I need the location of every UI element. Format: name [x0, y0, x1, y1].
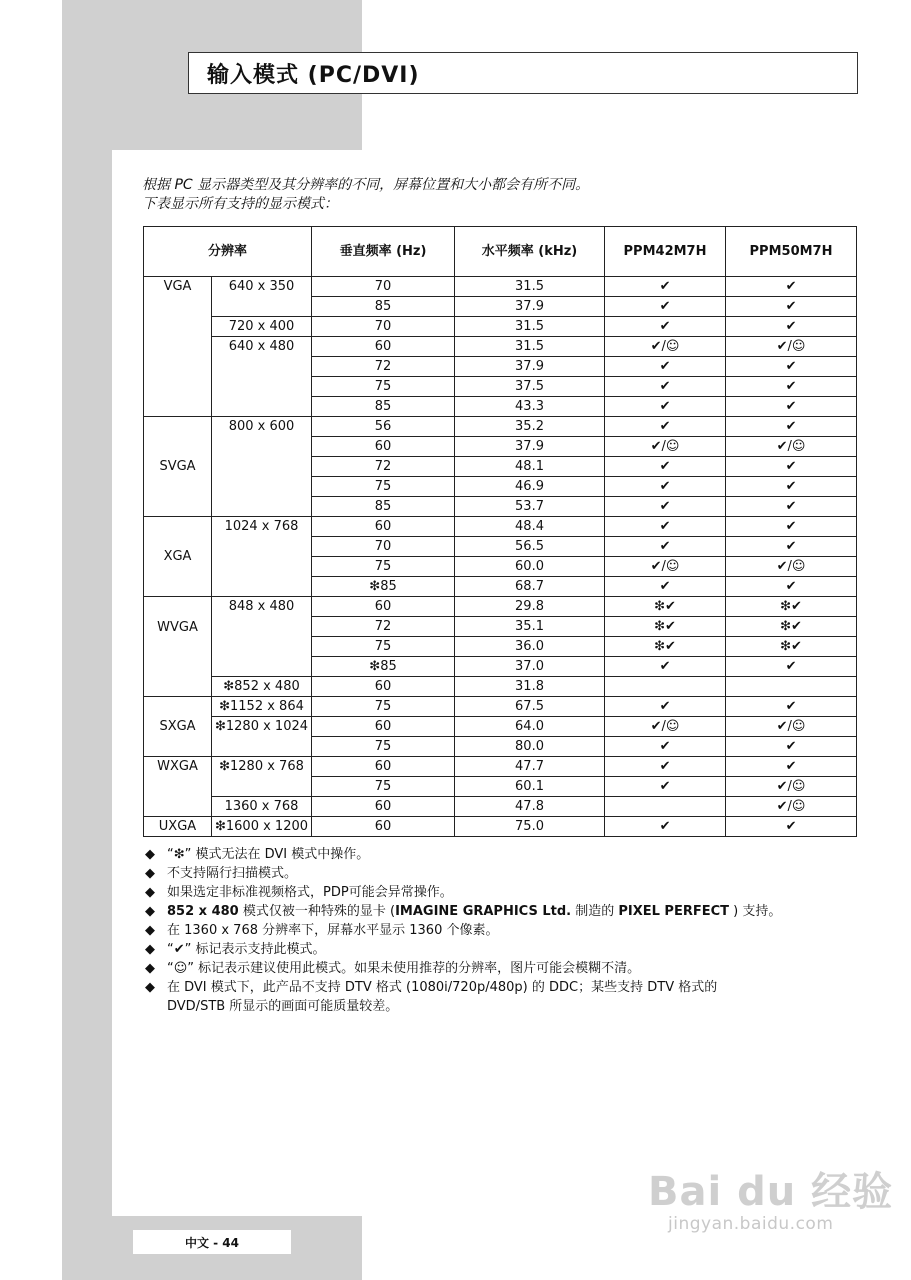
diamond-bullet-icon: ◆ — [145, 923, 155, 938]
table-row — [144, 697, 857, 717]
col-header-model1: PPM42M7H — [605, 227, 726, 277]
vertical-cell: 72 — [312, 357, 455, 377]
note-bold-resolution: 852 x 480 — [167, 904, 239, 919]
vertical-cell: 75 — [312, 377, 455, 397]
note-text: 如果选定非标准视频格式，PDP可能会异常操作。 — [167, 885, 453, 900]
note-text: 不支持隔行扫描模式。 — [167, 866, 298, 881]
vertical-cell: 56 — [312, 417, 455, 437]
col-header-horizontal: 水平频率 (kHz) — [455, 227, 605, 277]
model1-cell: ✔ — [605, 277, 726, 297]
model1-cell: ✔/☺ — [605, 437, 726, 457]
vertical-cell: 60 — [312, 717, 455, 737]
horizontal-cell: 31.5 — [455, 317, 605, 337]
horizontal-cell: 37.0 — [455, 657, 605, 677]
horizontal-cell: 46.9 — [455, 477, 605, 497]
table-row — [144, 337, 857, 357]
model1-cell: ❇✔ — [605, 597, 726, 617]
mode-cell: SXGA — [144, 697, 212, 757]
diamond-bullet-icon: ◆ — [145, 961, 155, 976]
note-segment: ) 支持。 — [729, 904, 782, 919]
model2-cell: ✔ — [726, 817, 857, 837]
table-row — [144, 677, 857, 697]
vertical-cell: 60 — [312, 677, 455, 697]
table-row — [144, 757, 857, 777]
list-item — [145, 864, 781, 883]
model1-cell: ❇✔ — [605, 637, 726, 657]
model2-cell: ✔ — [726, 377, 857, 397]
model1-cell: ✔ — [605, 817, 726, 837]
horizontal-cell: 35.2 — [455, 417, 605, 437]
horizontal-cell: 37.5 — [455, 377, 605, 397]
table-row — [144, 717, 857, 737]
table-row — [144, 597, 857, 617]
horizontal-cell: 47.8 — [455, 797, 605, 817]
model1-cell: ✔ — [605, 397, 726, 417]
model2-cell: ✔ — [726, 297, 857, 317]
resolution-cell: 848 x 480 — [212, 597, 312, 677]
note-text: 在 1360 x 768 分辨率下，屏幕水平显示 1360 个像素。 — [167, 923, 499, 938]
horizontal-cell: 35.1 — [455, 617, 605, 637]
model1-cell: ✔ — [605, 737, 726, 757]
note-bold-vendor: IMAGINE GRAPHICS Ltd. — [395, 904, 572, 919]
model1-cell: ✔/☺ — [605, 337, 726, 357]
mode-cell: VGA — [144, 277, 212, 417]
model2-cell: ✔/☺ — [726, 557, 857, 577]
model2-cell: ✔ — [726, 357, 857, 377]
horizontal-cell: 60.1 — [455, 777, 605, 797]
col-header-resolution: 分辨率 — [144, 227, 312, 277]
note-bold-product: PIXEL PERFECT — [618, 904, 730, 919]
resolution-cell: 640 x 480 — [212, 337, 312, 417]
model2-cell: ❇✔ — [726, 617, 857, 637]
model1-cell: ✔ — [605, 777, 726, 797]
note-text — [167, 902, 781, 921]
horizontal-cell: 29.8 — [455, 597, 605, 617]
model2-cell: ✔/☺ — [726, 717, 857, 737]
intro-text — [142, 176, 589, 214]
baidu-watermark-logo: Bai du 经验 — [648, 1169, 894, 1215]
resolution-cell: 1024 x 768 — [212, 517, 312, 597]
list-item — [145, 940, 781, 959]
model2-cell: ✔/☺ — [726, 797, 857, 817]
horizontal-cell: 68.7 — [455, 577, 605, 597]
model2-cell: ✔/☺ — [726, 777, 857, 797]
model2-cell: ✔ — [726, 737, 857, 757]
vertical-cell: ❇85 — [312, 657, 455, 677]
note-text: “☺” 标记表示建议使用此模式。如果未使用推荐的分辨率，图片可能会模糊不清。 — [167, 961, 641, 976]
vertical-cell: 85 — [312, 497, 455, 517]
model2-cell: ✔ — [726, 697, 857, 717]
model2-cell: ✔ — [726, 517, 857, 537]
diamond-bullet-icon: ◆ — [145, 904, 155, 919]
model2-cell: ✔ — [726, 577, 857, 597]
page-title: 输入模式 (PC/DVI) — [188, 52, 858, 94]
display-modes-table — [143, 226, 857, 837]
list-item — [145, 959, 781, 978]
model2-cell: ✔ — [726, 397, 857, 417]
horizontal-cell: 37.9 — [455, 437, 605, 457]
mode-cell — [144, 597, 212, 697]
vertical-cell: 60 — [312, 797, 455, 817]
horizontal-cell: 60.0 — [455, 557, 605, 577]
model1-cell: ✔/☺ — [605, 717, 726, 737]
vertical-cell: 60 — [312, 757, 455, 777]
table-row — [144, 517, 857, 537]
horizontal-cell: 64.0 — [455, 717, 605, 737]
vertical-cell: 60 — [312, 517, 455, 537]
vertical-cell: 75 — [312, 697, 455, 717]
intro-line-2: 下表显示所有支持的显示模式： — [142, 196, 338, 212]
horizontal-cell: 48.4 — [455, 517, 605, 537]
diamond-bullet-icon: ◆ — [145, 885, 155, 900]
mode-label: WVGA — [157, 620, 198, 635]
intro-line-1: 根据 PC 显示器类型及其分辨率的不同，屏幕位置和大小都会有所不同。 — [142, 177, 590, 193]
vertical-cell: 75 — [312, 737, 455, 757]
vertical-cell: 60 — [312, 437, 455, 457]
note-segment: 模式仅被一种特殊的显卡 ( — [238, 904, 396, 919]
table-row — [144, 817, 857, 837]
page-number: 中文 - 44 — [133, 1230, 291, 1254]
list-item — [145, 921, 781, 940]
model2-cell: ✔ — [726, 417, 857, 437]
baidu-watermark-url: jingyan.baidu.com — [668, 1214, 834, 1234]
model1-cell: ✔ — [605, 357, 726, 377]
model2-cell: ✔ — [726, 477, 857, 497]
list-item — [145, 978, 781, 1016]
col-header-model2: PPM50M7H — [726, 227, 857, 277]
note-line: DVD/STB 所显示的画面可能质量较差。 — [167, 999, 399, 1014]
horizontal-cell: 53.7 — [455, 497, 605, 517]
vertical-cell: 60 — [312, 337, 455, 357]
model1-cell: ✔ — [605, 457, 726, 477]
page-gray-margin — [62, 0, 112, 1280]
model1-cell: ✔ — [605, 517, 726, 537]
horizontal-cell: 31.5 — [455, 337, 605, 357]
resolution-cell: ❇1280 x 1024 — [212, 717, 312, 757]
list-item — [145, 902, 781, 921]
model1-cell: ✔ — [605, 657, 726, 677]
vertical-cell: ❇85 — [312, 577, 455, 597]
horizontal-cell: 43.3 — [455, 397, 605, 417]
model1-cell — [605, 797, 726, 817]
horizontal-cell: 37.9 — [455, 297, 605, 317]
model2-cell: ✔ — [726, 537, 857, 557]
model2-cell: ✔ — [726, 277, 857, 297]
resolution-cell: ❇1280 x 768 — [212, 757, 312, 797]
model1-cell: ✔ — [605, 497, 726, 517]
vertical-cell: 75 — [312, 637, 455, 657]
model1-cell: ✔ — [605, 477, 726, 497]
diamond-bullet-icon: ◆ — [145, 866, 155, 881]
model1-cell: ✔ — [605, 317, 726, 337]
table-row — [144, 797, 857, 817]
horizontal-cell: 75.0 — [455, 817, 605, 837]
resolution-cell: ❇852 x 480 — [212, 677, 312, 697]
model2-cell: ✔ — [726, 457, 857, 477]
model2-cell — [726, 677, 857, 697]
model2-cell: ❇✔ — [726, 597, 857, 617]
model1-cell: ✔/☺ — [605, 557, 726, 577]
model2-cell: ✔/☺ — [726, 337, 857, 357]
note-segment: 制造的 — [571, 904, 619, 919]
mode-cell: SVGA — [144, 417, 212, 517]
horizontal-cell: 56.5 — [455, 537, 605, 557]
vertical-cell: 75 — [312, 557, 455, 577]
horizontal-cell: 31.8 — [455, 677, 605, 697]
vertical-cell: 70 — [312, 277, 455, 297]
resolution-cell: ❇1152 x 864 — [212, 697, 312, 717]
note-line: 在 DVI 模式下，此产品不支持 DTV 格式 (1080i/720p/480p) 的 DDC；某些支持 DTV 格式的 — [167, 980, 718, 995]
note-text: “✔” 标记表示支持此模式。 — [167, 942, 326, 957]
vertical-cell: 85 — [312, 297, 455, 317]
horizontal-cell: 48.1 — [455, 457, 605, 477]
model1-cell: ✔ — [605, 417, 726, 437]
horizontal-cell: 31.5 — [455, 277, 605, 297]
resolution-cell: 800 x 600 — [212, 417, 312, 517]
model1-cell: ✔ — [605, 377, 726, 397]
mode-cell: WXGA — [144, 757, 212, 817]
diamond-bullet-icon: ◆ — [145, 847, 155, 862]
vertical-cell: 70 — [312, 537, 455, 557]
model1-cell: ❇✔ — [605, 617, 726, 637]
vertical-cell: 72 — [312, 617, 455, 637]
table-header-row — [144, 227, 857, 277]
list-item — [145, 883, 781, 902]
vertical-cell: 60 — [312, 817, 455, 837]
vertical-cell: 60 — [312, 597, 455, 617]
model2-cell: ✔ — [726, 317, 857, 337]
model1-cell: ✔ — [605, 297, 726, 317]
vertical-cell: 70 — [312, 317, 455, 337]
col-header-vertical: 垂直频率 (Hz) — [312, 227, 455, 277]
horizontal-cell: 67.5 — [455, 697, 605, 717]
model2-cell: ✔/☺ — [726, 437, 857, 457]
resolution-cell: 1360 x 768 — [212, 797, 312, 817]
list-item — [145, 845, 781, 864]
horizontal-cell: 80.0 — [455, 737, 605, 757]
model2-cell: ❇✔ — [726, 637, 857, 657]
diamond-bullet-icon: ◆ — [145, 942, 155, 957]
model1-cell: ✔ — [605, 537, 726, 557]
model1-cell: ✔ — [605, 757, 726, 777]
model2-cell: ✔ — [726, 757, 857, 777]
model1-cell: ✔ — [605, 577, 726, 597]
horizontal-cell: 36.0 — [455, 637, 605, 657]
note-text — [167, 978, 717, 1016]
note-text: “❇” 模式无法在 DVI 模式中操作。 — [167, 847, 370, 862]
model1-cell: ✔ — [605, 697, 726, 717]
table-row — [144, 277, 857, 297]
model2-cell: ✔ — [726, 497, 857, 517]
notes-list — [145, 845, 781, 1016]
resolution-cell: 640 x 350 — [212, 277, 312, 317]
table-row — [144, 317, 857, 337]
diamond-bullet-icon: ◆ — [145, 980, 155, 995]
model2-cell: ✔ — [726, 657, 857, 677]
vertical-cell: 85 — [312, 397, 455, 417]
vertical-cell: 72 — [312, 457, 455, 477]
resolution-cell: 720 x 400 — [212, 317, 312, 337]
horizontal-cell: 37.9 — [455, 357, 605, 377]
horizontal-cell: 47.7 — [455, 757, 605, 777]
model1-cell — [605, 677, 726, 697]
resolution-cell: ❇1600 x 1200 — [212, 817, 312, 837]
mode-cell: XGA — [144, 517, 212, 597]
table-row — [144, 417, 857, 437]
mode-cell: UXGA — [144, 817, 212, 837]
vertical-cell: 75 — [312, 477, 455, 497]
vertical-cell: 75 — [312, 777, 455, 797]
